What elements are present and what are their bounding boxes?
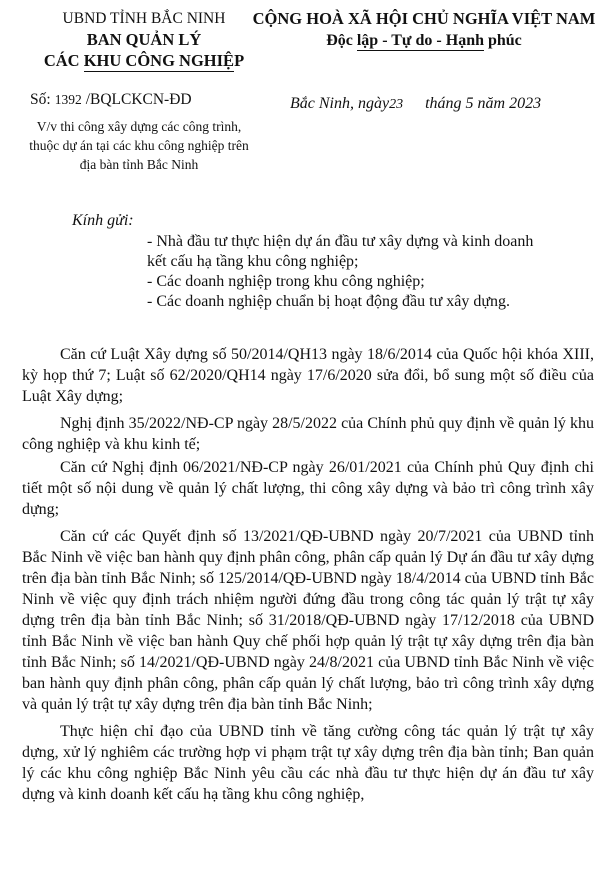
recipient-item: - Nhà đầu tư thực hiện dự án đầu tư xây dựng và kinh doanh: [147, 233, 534, 250]
national-motto: [248, 8, 600, 52]
body-paragraph: Căn cứ các Quyết định số 13/2021/QĐ-UBND ngày 20/7/2021 của UBND tỉnh Bắc Ninh về việc ban hành quy định phân công, phân cấp quản lý Dự án đầu tư xây dựng trên địa bàn tỉnh Bắc Ninh; số 125/2014/QĐ-UBND ngày 18/4/2014 của UBND tỉnh Bắc Ninh về việc quy định trách nhiệm người đứng đầu trong công tác quản lý trật tự xây dựng trên địa bàn tỉnh Bắc Ninh; số 31/2018/QĐ-UBND ngày 17/12/2018 của UBND tỉnh Bắc Ninh về việc ban hành Quy chế phối hợp quản lý trật tự xây dựng trên địa bàn tỉnh Bắc Ninh; số 14/2021/QĐ-UBND ngày 24/8/2021 của UBND tỉnh Bắc Ninh về việc ban hành quy định phân công, phân cấp quản lý chất lượng, bảo trì công trình xây dựng và quản lý trật tự xây dựng trên địa bàn tỉnh Bắc Ninh;: [22, 528, 594, 713]
document-body: [22, 344, 594, 811]
agency-name-line2: CÁC KHU CÔNG NGHIỆP: [43, 51, 245, 70]
issue-date: Bắc Ninh, ngày23 tháng 5 năm 2023: [290, 95, 542, 112]
body-paragraph: Thực hiện chỉ đạo của UBND tỉnh về tăng cường công tác quản lý trật tự xây dựng, xử lý nghiêm các trường hợp vi phạm trật tự xây dựng trên địa bàn tỉnh; Ban quản lý các khu công nghiệp Bắc Ninh yêu cầu các nhà đầu tư thực hiện dự án đầu tư xây dựng và kinh doanh kết cấu hạ tầng khu công nghiệp,: [22, 723, 594, 803]
issuing-agency: [18, 8, 270, 71]
motto-line: Độc lập - Tự do - Hạnh phúc: [326, 32, 522, 49]
document-subject: V/v thi công xây dựng các công trình, thuộc dự án tại các khu công nghiệp trên địa bàn tỉnh Bắc Ninh: [29, 119, 249, 172]
issue-day: 23: [389, 97, 404, 112]
agency-name-line1: BAN QUẢN LÝ: [86, 30, 202, 49]
recipient-list: [147, 232, 592, 312]
salutation: Kính gửi:: [72, 212, 134, 229]
body-paragraph: Nghị định 35/2022/NĐ-CP ngày 28/5/2022 của Chính phủ quy định về quản lý khu công nghiệp và khu kinh tế;: [22, 415, 594, 453]
agency-parent: UBND TỈNH BẮC NINH: [62, 10, 226, 27]
recipient-item-continuation: kết cấu hạ tầng khu công nghiệp;: [147, 253, 359, 270]
recipient-item: - Các doanh nghiệp trong khu công nghiệp;: [147, 273, 425, 290]
document-number: Số: 1392 /BQLCKCN-ĐD: [30, 91, 192, 108]
country-name: CỘNG HOÀ XÃ HỘI CHỦ NGHĨA VIỆT NAM: [252, 9, 596, 28]
body-paragraph: Căn cứ Nghị định 06/2021/NĐ-CP ngày 26/01/2021 của Chính phủ Quy định chi tiết một số nội dung về quản lý chất lượng, thi công xây dựng và bảo trì công trình xây dựng;: [22, 459, 594, 518]
document-number-value: 1392: [54, 92, 82, 107]
recipient-item: - Các doanh nghiệp chuẩn bị hoạt động đầu tư xây dựng.: [147, 293, 511, 310]
body-paragraph: Căn cứ Luật Xây dựng số 50/2014/QH13 ngày 18/6/2014 của Quốc hội khóa XIII, kỳ họp thứ 7; Luật số 62/2020/QH14 ngày 17/6/2020 sửa đổi, bổ sung một số điều của Luật Xây dựng;: [22, 346, 594, 405]
